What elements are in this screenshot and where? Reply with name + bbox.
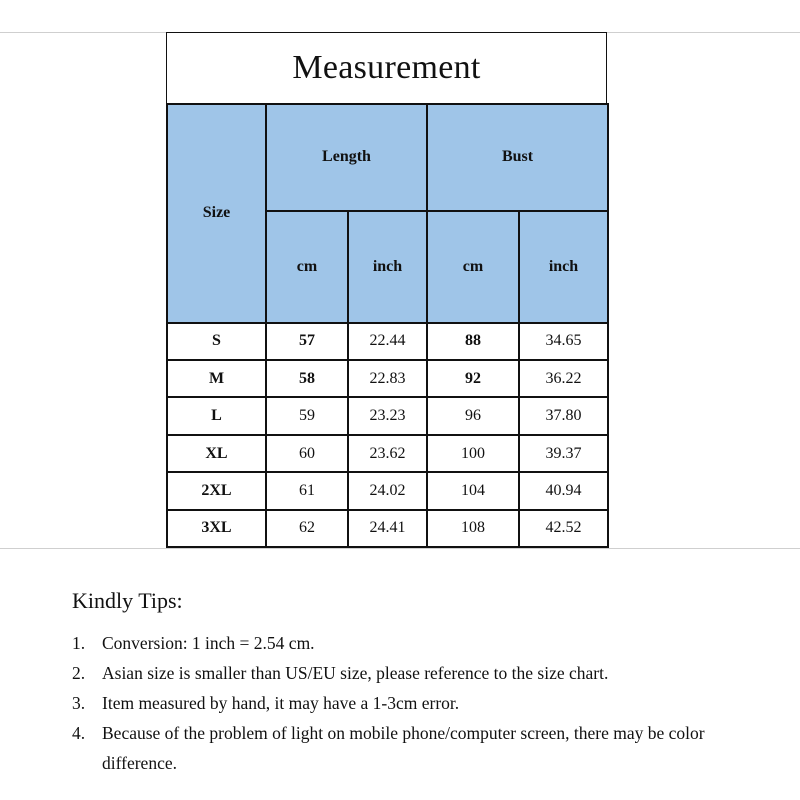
table-row [167,435,608,472]
length-cm-cell: 58 [266,360,348,397]
length-header: Length [266,104,427,211]
tip-text: Because of the problem of light on mobile phone/computer screen, there may be color difference. [102,723,705,773]
size-cell: L [167,397,266,434]
tip-text: Asian size is smaller than US/EU size, please reference to the size chart. [102,663,609,683]
table-body [167,323,608,547]
size-cell: S [167,323,266,360]
bust-inch-cell: 37.80 [519,397,608,434]
table-row [167,397,608,434]
list-item [72,658,772,688]
list-item [72,688,772,718]
size-header: Size [167,104,266,323]
bust-inch-cell: 39.37 [519,435,608,472]
list-item [72,718,772,778]
unit-header-bust-cm: cm [427,211,519,323]
size-chart-table [166,103,609,548]
size-cell: XL [167,435,266,472]
length-cm-cell: 60 [266,435,348,472]
bust-cm-cell: 108 [427,510,519,547]
size-cell: 3XL [167,510,266,547]
bust-header: Bust [427,104,608,211]
length-inch-cell: 22.83 [348,360,427,397]
length-inch-cell: 22.44 [348,323,427,360]
table-title: Measurement [166,32,607,103]
header-row-groups [167,104,608,211]
bottom-divider [0,548,800,549]
bust-inch-cell: 40.94 [519,472,608,509]
bust-cm-cell: 100 [427,435,519,472]
table-row [167,323,608,360]
bust-cm-cell: 96 [427,397,519,434]
measurement-sheet [166,32,607,548]
length-inch-cell: 24.41 [348,510,427,547]
unit-header-length-inch: inch [348,211,427,323]
bust-inch-cell: 34.65 [519,323,608,360]
tip-number: 3. [72,693,86,713]
tip-number: 4. [72,723,86,743]
unit-header-bust-inch: inch [519,211,608,323]
tip-text: Conversion: 1 inch = 2.54 cm. [102,633,315,653]
length-cm-cell: 61 [266,472,348,509]
table-row [167,360,608,397]
bust-inch-cell: 36.22 [519,360,608,397]
length-cm-cell: 62 [266,510,348,547]
length-cm-cell: 57 [266,323,348,360]
length-inch-cell: 23.62 [348,435,427,472]
length-cm-cell: 59 [266,397,348,434]
length-inch-cell: 24.02 [348,472,427,509]
list-item [72,628,772,658]
table-row [167,472,608,509]
tip-text: Item measured by hand, it may have a 1-3cm error. [102,693,460,713]
tips-list [72,628,772,778]
tip-number: 2. [72,663,86,683]
tip-number: 1. [72,633,86,653]
bust-cm-cell: 104 [427,472,519,509]
length-inch-cell: 23.23 [348,397,427,434]
kindly-tips [72,588,772,778]
unit-header-length-cm: cm [266,211,348,323]
bust-cm-cell: 88 [427,323,519,360]
tips-title: Kindly Tips: [72,588,183,613]
table-row [167,510,608,547]
size-cell: 2XL [167,472,266,509]
size-cell: M [167,360,266,397]
bust-cm-cell: 92 [427,360,519,397]
bust-inch-cell: 42.52 [519,510,608,547]
